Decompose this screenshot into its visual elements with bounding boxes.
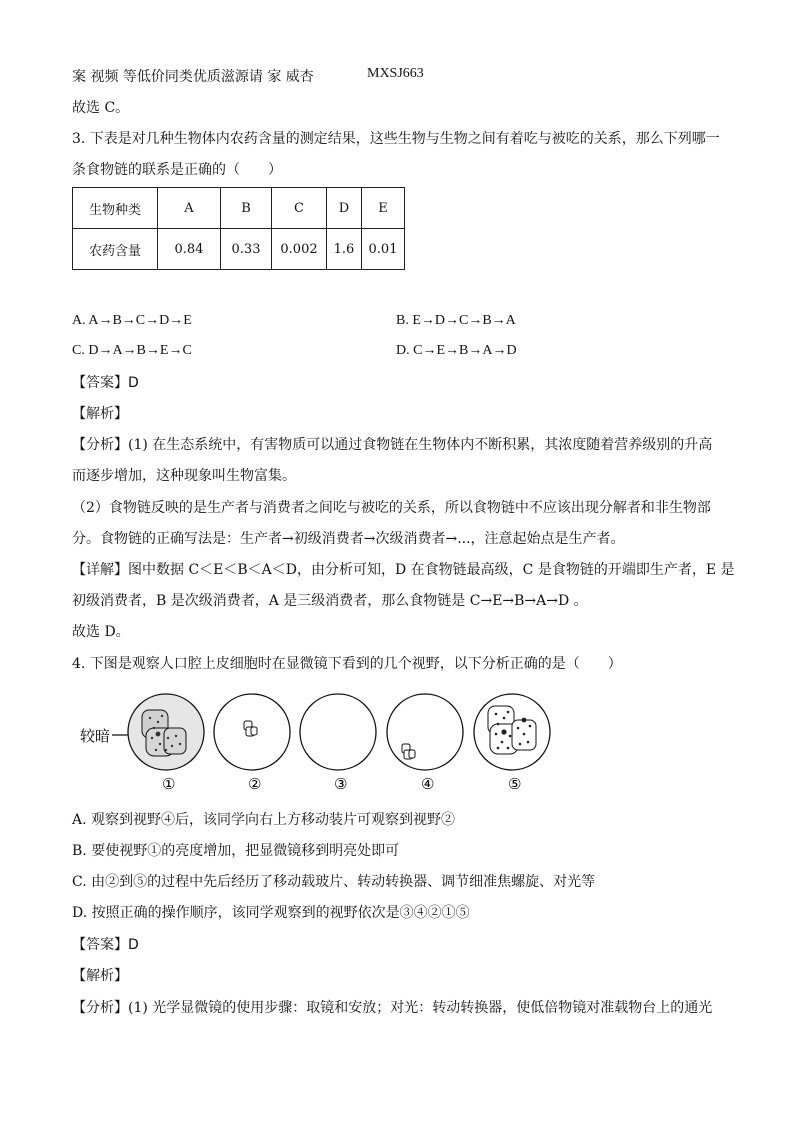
table-header-content: 农药含量 (73, 229, 158, 270)
q4-option-c: C. 由②到⑤的过程中先后经历了移动载玻片、转动转换器、调节细准焦螺旋、对光等 (72, 874, 596, 890)
q4-answer: 【答案】D (72, 937, 139, 953)
table-cell: 0.33 (221, 229, 272, 270)
microscope-views-figure (72, 688, 562, 800)
table-row (73, 229, 405, 270)
q3-conclusion: 故选 D。 (72, 624, 130, 640)
watermark (72, 66, 424, 86)
q3-analysis-line: （2）食物链反映的是生产者与消费者之间吃与被吃的关系，所以食物链中不应该出现分解者和非生物部 (72, 500, 711, 516)
view-label: ① (162, 775, 176, 793)
table-cell: A (158, 188, 221, 229)
table-cell: 0.01 (362, 229, 405, 270)
view-1 (128, 694, 204, 770)
q3-analysis-line: 【分析】(1) 在生态系统中，有害物质可以通过食物链在生物体内不断积累，其浓度随着营养级别的升高 (72, 437, 713, 453)
table-cell: B (221, 188, 272, 229)
table-cell: D (327, 188, 362, 229)
q3-option-b: B. E→D→C→B→A (396, 313, 516, 328)
view-label: ③ (334, 775, 348, 793)
dim-label: 较暗 (80, 727, 111, 745)
table-header-species: 生物种类 (73, 188, 158, 229)
q3-stem-line1: 3. 下表是对几种生物体内农药含量的测定结果，这些生物与生物之间有着吃与被吃的关系，那么下列哪一 (72, 131, 720, 147)
q4-option-b: B. 要使视野①的亮度增加，把显微镜移到明亮处即可 (72, 843, 400, 859)
q3-option-d: D. C→E→B→A→D (396, 343, 517, 358)
pesticide-table (72, 187, 405, 270)
table-cell: C (272, 188, 327, 229)
view-label: ⑤ (508, 775, 522, 793)
q3-detail-line: 【详解】图中数据 C＜E＜B＜A＜D，由分析可知，D 在食物链最高级，C 是食物链的开端即生产者，E 是 (72, 562, 735, 578)
watermark-text: 案 视频 等低价同类优质滋源请 家 威杏 (72, 69, 314, 85)
q4-option-d: D. 按照正确的操作顺序，该同学观察到的视野依次是③④②①⑤ (72, 905, 470, 921)
watermark-code: MXSJ663 (367, 66, 424, 81)
view-label: ④ (421, 775, 435, 793)
q4-stem: 4. 下图是观察人口腔上皮细胞时在显微镜下看到的几个视野，以下分析正确的是（ ） (72, 656, 622, 672)
view-label: ② (248, 775, 262, 793)
q3-detail-line: 初级消费者，B 是次级消费者，A 是三级消费者，那么食物链是 C→E→B→A→D 。 (72, 593, 588, 609)
q4-option-a: A. 观察到视野④后，该同学向右上方移动装片可观察到视野② (72, 812, 456, 828)
q4-analysis-title: 【解析】 (72, 968, 128, 984)
table-row (73, 188, 405, 229)
view-3 (300, 694, 376, 770)
q3-analysis-title: 【解析】 (72, 406, 128, 422)
q3-option-a: A. A→B→C→D→E (72, 313, 192, 328)
q3-answer: 【答案】D (72, 375, 139, 391)
q3-analysis-line: 分。食物链的正确写法是：生产者→初级消费者→次级消费者→...，注意起始点是生产者。 (72, 531, 625, 547)
q3-stem-line2: 条食物链的联系是正确的（ ） (72, 162, 282, 178)
view-5 (474, 694, 550, 770)
table-cell: 0.84 (158, 229, 221, 270)
view-2 (214, 694, 290, 770)
q3-analysis-line: 而逐步增加，这种现象叫生物富集。 (72, 468, 296, 484)
view-4 (387, 694, 463, 770)
q3-option-c: C. D→A→B→E→C (72, 343, 192, 358)
table-cell: E (362, 188, 405, 229)
previous-answer: 故选 C。 (72, 100, 130, 116)
table-cell: 1.6 (327, 229, 362, 270)
q4-analysis-line: 【分析】(1) 光学显微镜的使用步骤：取镜和安放；对光：转动转换器，使低倍物镜对准载物台上的通光 (72, 1000, 713, 1016)
table-cell: 0.002 (272, 229, 327, 270)
